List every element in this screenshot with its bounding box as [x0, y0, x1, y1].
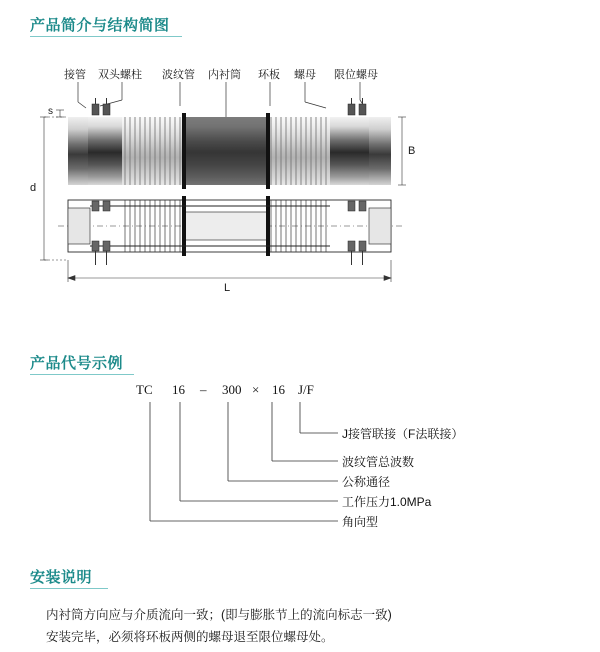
ring-plate-right [266, 113, 270, 189]
dimension-d [40, 117, 68, 260]
code-token-dash: – [200, 382, 207, 397]
dimension-label-L: L [224, 282, 231, 294]
callout-label-jieguan: 接管 [64, 69, 86, 81]
dimension-label-B: B [408, 145, 416, 157]
dimension-label-s: s [48, 106, 53, 117]
right-pipe-end [369, 117, 391, 185]
section-title-structure-underline [30, 36, 182, 37]
structure-diagram [30, 60, 460, 294]
code-token-connection: J/F [298, 382, 314, 397]
callout-label-huanban: 环板 [258, 69, 280, 81]
install-note-line-1: 内衬筒方向应与介质流向一致；(即与膨胀节上的流向标志一致) [46, 608, 392, 622]
callout-label-shuangtouluozhu: 双头螺柱 [98, 69, 142, 81]
code-token-waves: 16 [272, 382, 285, 397]
left-pipe-end [68, 117, 88, 185]
callout-label-luomu: 螺母 [294, 69, 316, 81]
product-code-example [0, 370, 600, 540]
code-token-pressure: 16 [172, 382, 185, 397]
code-desc-diameter: 公称通径 [342, 475, 391, 489]
callout-label-xianweiluomu: 限位螺母 [334, 69, 378, 81]
section-view [58, 196, 402, 265]
code-desc-pressure: 工作压力1.0MPa [342, 495, 432, 509]
code-desc-connection: J接管联接（F法联接） [342, 427, 464, 441]
dimension-s [56, 110, 64, 117]
section-title-structure: 产品简介与结构简图 [30, 17, 170, 34]
callout-label-bowenguan: 波纹管 [162, 69, 195, 81]
structure-diagram-svg [30, 60, 460, 290]
stud-assembly-top [92, 98, 366, 115]
install-note-line-2: 安装完毕，必须将环板两侧的螺母退至限位螺母处。 [46, 630, 334, 644]
liner-band-top [184, 117, 268, 185]
code-desc-type: 角向型 [342, 515, 379, 529]
dimension-B [398, 117, 406, 185]
section-title-install-underline [30, 588, 108, 589]
section-title-code: 产品代号示例 [30, 355, 124, 372]
code-token-diameter: 300 [222, 382, 242, 397]
dimension-L [68, 260, 391, 282]
code-desc-waves: 波纹管总波数 [342, 455, 415, 469]
ring-plate-left [182, 113, 186, 189]
dimension-label-d: d [30, 182, 37, 194]
code-token-tc: TC [136, 382, 153, 397]
code-token-times: × [252, 382, 260, 397]
section-title-install: 安装说明 [30, 569, 93, 586]
callout-label-neichentong: 内衬筒 [208, 69, 241, 81]
